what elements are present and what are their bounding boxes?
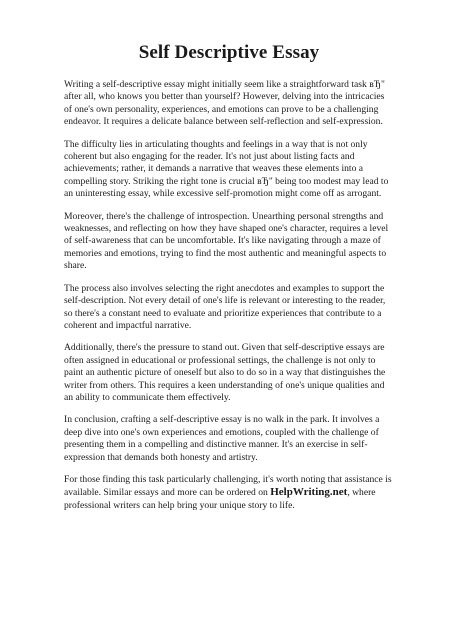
document-title: Self Descriptive Essay <box>138 42 320 63</box>
paragraph-1: Writing a self-descriptive essay might initially seem like a straightforward task вЂ" after all, who knows you better than yourself? However, delving into the intricacies of one's own personality, experiences, and emotions can prove to be a challenging endeavor. It requires a delicate balance between self-reflection and self-expression. <box>64 79 385 128</box>
paragraph-4: The process also involves selecting the right anecdotes and examples to support the self-description. Not every detail of one's life is relevant or interesting to the reader, so there's a constant need to evaluate and prioritize experiences that contribute to a coherent and impactful narrative. <box>64 282 386 331</box>
helpwriting-link[interactable]: HelpWriting.net <box>270 486 348 499</box>
paragraph-5: Additionally, there's the pressure to stand out. Given that self-descriptive essays are often assigned in educational or professional settings, the challenge is not only to paint an authentic picture of oneself but also to do so in a way that distinguishes the writer from others. This requires a keen understanding of one's unique qualities and an ability to communicate them effectively. <box>64 342 386 403</box>
closing-paragraph <box>64 474 394 512</box>
paragraph-6: In conclusion, crafting a self-descriptive essay is no walk in the park. It involves a deep dive into one's own experiences and emotions, coupled with the challenge of presenting them in a compelling and distinctive manner. It's an exercise in self-expression that demands both honesty and artistry. <box>64 414 380 463</box>
paragraph-3: Moreover, there's the challenge of introspection. Unearthing personal strengths and weaknesses, and reflecting on how they have shaped one's character, requires a level of self-awareness that can be uncomfortable. It's like navigating through a maze of memories and emotions, trying to find the most authentic and meaningful aspects to share. <box>64 210 389 272</box>
paragraph-2: The difficulty lies in articulating thoughts and feelings in a way that is not only coherent but also engaging for the reader. It's not just about listing facts and achievements; rather, it demands a narrative that weaves these elements into a compelling story. Striking the right tone is crucial вЂ" being too modest may lead to an uninteresting essay, while excessive self-promotion might come off as arrogant. <box>64 138 389 200</box>
closing-text-after: , where professional writers can help bring your unique story to life. <box>64 487 376 511</box>
closing-text-before: For those finding this task particularly challenging, it's worth noting that assistance is available. Similar essays and more can be ordered on <box>64 473 392 499</box>
